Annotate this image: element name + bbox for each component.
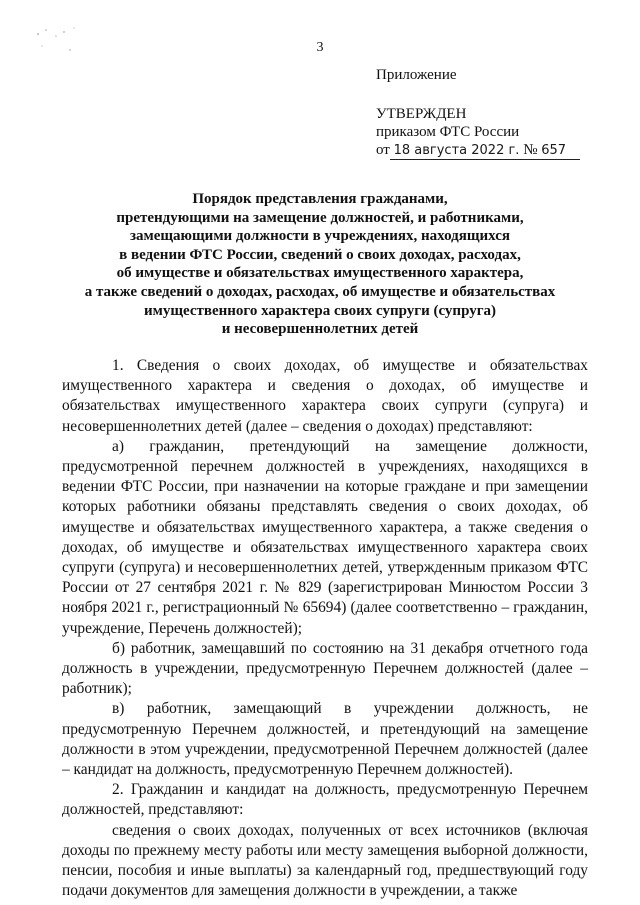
paragraph-1c: в) работник, замещающий в учреждении должность, не предусмотренную Перечнем должностей, и претендующий на замещение должности в этом учреждении, предусмотренной Перечнем должностей (далее – кандидат на должность, предусмотренную Перечнем должностей). <box>62 700 588 779</box>
order-date: 18 августа 2022 г. <box>393 143 520 158</box>
title-line: и несовершеннолетних детей <box>221 321 419 338</box>
order-underline <box>390 159 580 160</box>
paragraph-1a: а) гражданин, претендующий на замещение должности, предусмотренной перечнем должностей в учреждениях, находящихся в ведении ФТС России, при назначении на которые граждане и при замещении которых работники обязаны представлять сведения о своих доходах, об имуществе и обязательствах имущественного характера, а также сведения о доходах, об имуществе и обязательствах имущественного характера своих супруги (супруга) и несовершеннолетних детей, утвержденным приказом ФТС России от 27 сентября 2021 г. № 829 (зарегистрирован Минюстом России 3 ноября 2021 г., регистрационный № 65694) (далее соответственно – гражданин, учреждение, Перечень должностей); <box>62 437 588 637</box>
number-prefix: № <box>523 142 538 158</box>
title-line: об имуществе и обязательствах имущественного характера, <box>116 265 524 282</box>
paragraph-2: 2. Гражданин и кандидат на должность, предусмотренную Перечнем должностей, представляют: <box>62 781 588 819</box>
document-title <box>60 190 580 339</box>
title-line: а также сведений о доходах, расходах, об имуществе и обязательствах <box>84 283 556 300</box>
title-line: в ведении ФТС России, сведений о своих доходах, расходах, <box>119 246 521 263</box>
approval-block <box>376 66 566 160</box>
title-line: претендующими на замещение должностей, и работниками, <box>116 209 524 226</box>
document-body <box>62 356 588 901</box>
appendix-label: Приложение <box>376 67 457 83</box>
title-line: Порядок представления гражданами, <box>192 191 448 207</box>
paragraph-2-detail: сведения о своих доходах, полученных от всех источников (включая доходы по прежнему месту работы или месту замещения выборной должности, пенсии, пособия и иные выплаты) за календарный год, предшествующий году подачи документов для замещения должности в учреждении, а также <box>62 821 588 900</box>
approved-heading: УТВЕРЖДЕН <box>376 106 467 122</box>
title-line: замещающими должности в учреждениях, находящихся <box>129 228 510 245</box>
approved-by-order: приказом ФТС России <box>376 124 520 140</box>
page-number: 3 <box>316 40 324 55</box>
paragraph-1: 1. Сведения о своих доходах, об имуществе и обязательствах имущественного характера и сведения о доходах, об имуществе и обязательствах имущественного характера своих супруги (супруга) и несовершеннолетних детей (далее – сведения о доходах) представляют: <box>62 357 588 435</box>
order-number: 657 <box>541 143 567 158</box>
paragraph-1b: б) работник, замещавший по состоянию на 31 декабря отчетного года должность в учреждении, предусмотренную Перечнем должностей (далее – работник); <box>62 639 588 698</box>
date-prefix: от <box>376 142 390 158</box>
title-line: имущественного характера своих супруги (супруга) <box>143 302 497 319</box>
order-date-line <box>376 141 566 160</box>
